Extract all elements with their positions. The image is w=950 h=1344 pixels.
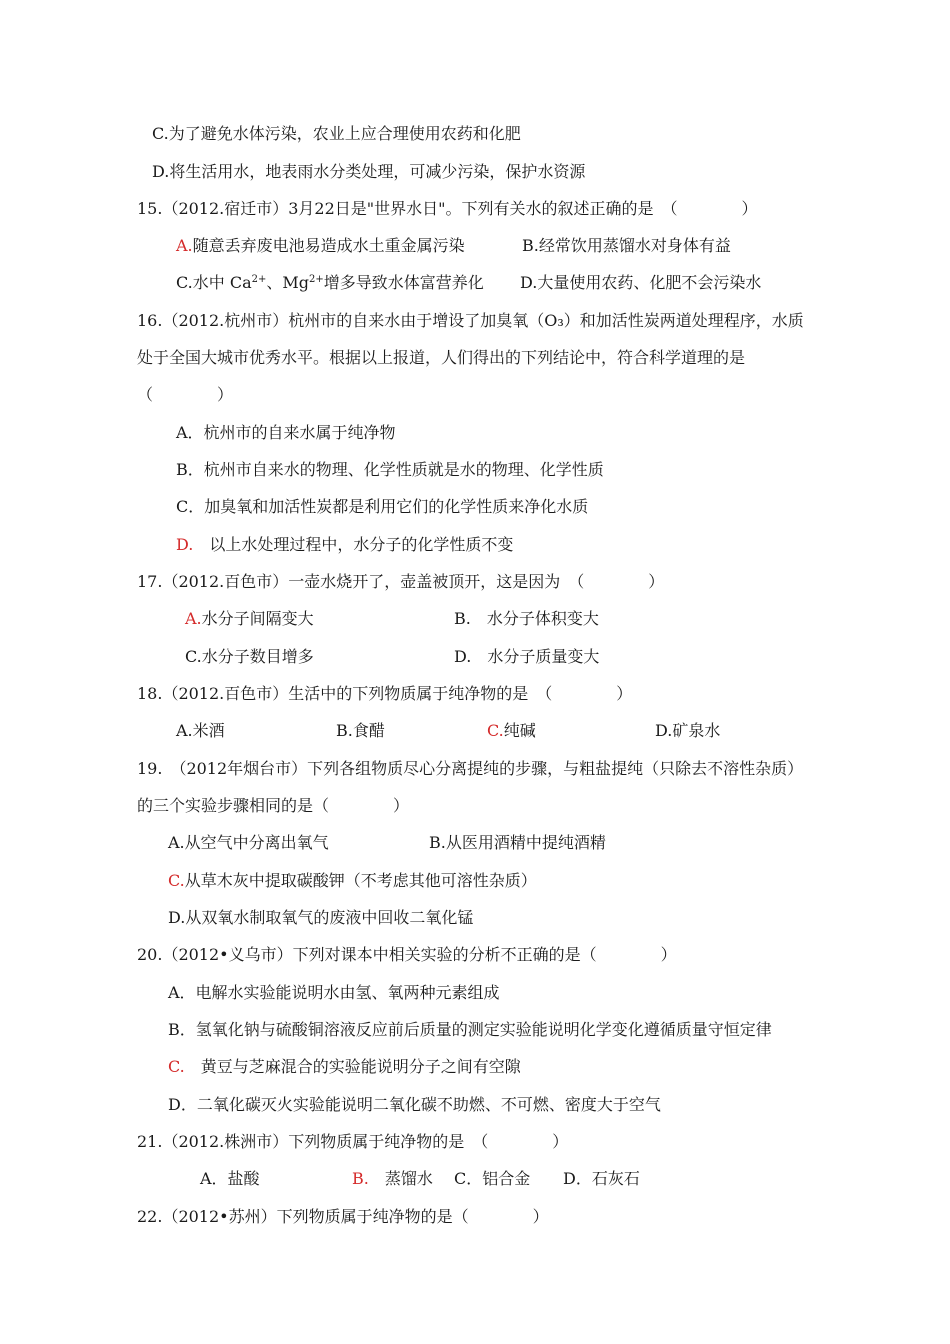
answer-mark: C. xyxy=(168,871,185,890)
option-16d: D. 以上水处理过程中，水分子的化学性质不变 xyxy=(176,535,514,554)
option-17d: D. 水分子质量变大 xyxy=(454,647,600,666)
option-20c: C. 黄豆与芝麻混合的实验能说明分子之间有空隙 xyxy=(168,1057,521,1076)
question-19-line2: 的三个实验步骤相同的是（ ） xyxy=(137,796,410,815)
question-15: 15.（2012.宿迁市）3月22日是"世界水日"。下列有关水的叙述正确的是 （ ） xyxy=(137,199,758,218)
option-16c: C．加臭氧和加活性炭都是利用它们的化学性质来净化水质 xyxy=(176,497,589,516)
option-21a: A．盐酸 xyxy=(200,1169,260,1188)
option-17a: A.水分子间隔变大 xyxy=(185,609,314,628)
answer-mark: C. xyxy=(487,721,504,740)
question-20: 20.（2012•义乌市）下列对课本中相关实验的分析不正确的是（ ） xyxy=(137,945,677,964)
option-20d: D．二氧化碳灭火实验能说明二氧化碳不助燃、不可燃、密度大于空气 xyxy=(168,1095,661,1114)
answer-mark: A. xyxy=(185,609,202,628)
option-19c: C.从草木灰中提取碳酸钾（不考虑其他可溶性杂质） xyxy=(168,871,537,890)
option-20a: A．电解水实验能说明水由氢、氧两种元素组成 xyxy=(168,983,500,1002)
option-line: D.将生活用水，地表雨水分类处理，可减少污染，保护水资源 xyxy=(152,162,586,181)
answer-mark: A. xyxy=(176,236,193,255)
option-18a: A.米酒 xyxy=(176,721,225,740)
option-15b: B.经常饮用蒸馏水对身体有益 xyxy=(522,236,731,255)
option-15a: A.随意丢弃废电池易造成水土重金属污染 xyxy=(176,236,465,255)
option-21d: D．石灰石 xyxy=(563,1169,640,1188)
option-18c: C.纯碱 xyxy=(487,721,536,740)
option-15c: C.水中 $Ca^{2+}$、$Mg^{2+}$增多导致水体富营养化 xyxy=(176,273,484,292)
question-16-line2: 处于全国大城市优秀水平。根据以上报道，人们得出的下列结论中，符合科学道理的是 xyxy=(137,348,746,367)
option-15d: D.大量使用农药、化肥不会污染水 xyxy=(520,273,762,292)
option-18b: B.食醋 xyxy=(336,721,385,740)
option-17c: C.水分子数目增多 xyxy=(185,647,314,666)
answer-mark: B. xyxy=(352,1169,369,1188)
question-18: 18.（2012.百色市）生活中的下列物质属于纯净物的是 （ ） xyxy=(137,684,633,703)
option-19a: A.从空气中分离出氧气 xyxy=(168,833,329,852)
option-18d: D.矿泉水 xyxy=(655,721,721,740)
option-21c: C．铝合金 xyxy=(454,1169,531,1188)
question-17: 17.（2012.百色市）一壶水烧开了，壶盖被顶开，这是因为 （ ） xyxy=(137,572,665,591)
answer-mark: D. xyxy=(176,535,194,554)
question-19-line1: 19. （2012年烟台市）下列各组物质尽心分离提纯的步骤，与粗盐提纯（只除去不溶性杂质） xyxy=(137,759,804,778)
question-21: 21.（2012.株洲市）下列物质属于纯净物的是 （ ） xyxy=(137,1132,569,1151)
option-line: C.为了避免水体污染，农业上应合理使用农药和化肥 xyxy=(152,124,521,143)
question-22: 22.（2012•苏州）下列物质属于纯净物的是（ ） xyxy=(137,1207,549,1226)
option-16b: B．杭州市自来水的物理、化学性质就是水的物理、化学性质 xyxy=(176,460,604,479)
question-16-line3: （ ） xyxy=(137,385,234,404)
question-16-line1: 16.（2012.杭州市）杭州市的自来水由于增设了加臭氧（O₃）和加活性炭两道处理程序，水质 xyxy=(137,311,804,330)
option-17b: B. 水分子体积变大 xyxy=(454,609,599,628)
option-19b: B.从医用酒精中提纯酒精 xyxy=(429,833,606,852)
option-20b: B．氢氧化钠与硫酸铜溶液反应前后质量的测定实验能说明化学变化遵循质量守恒定律 xyxy=(168,1020,772,1039)
answer-mark: C. xyxy=(168,1057,185,1076)
option-16a: A．杭州市的自来水属于纯净物 xyxy=(176,423,396,442)
option-19d: D.从双氧水制取氧气的废液中回收二氧化锰 xyxy=(168,908,474,927)
option-21b: B. 蒸馏水 xyxy=(352,1169,433,1188)
